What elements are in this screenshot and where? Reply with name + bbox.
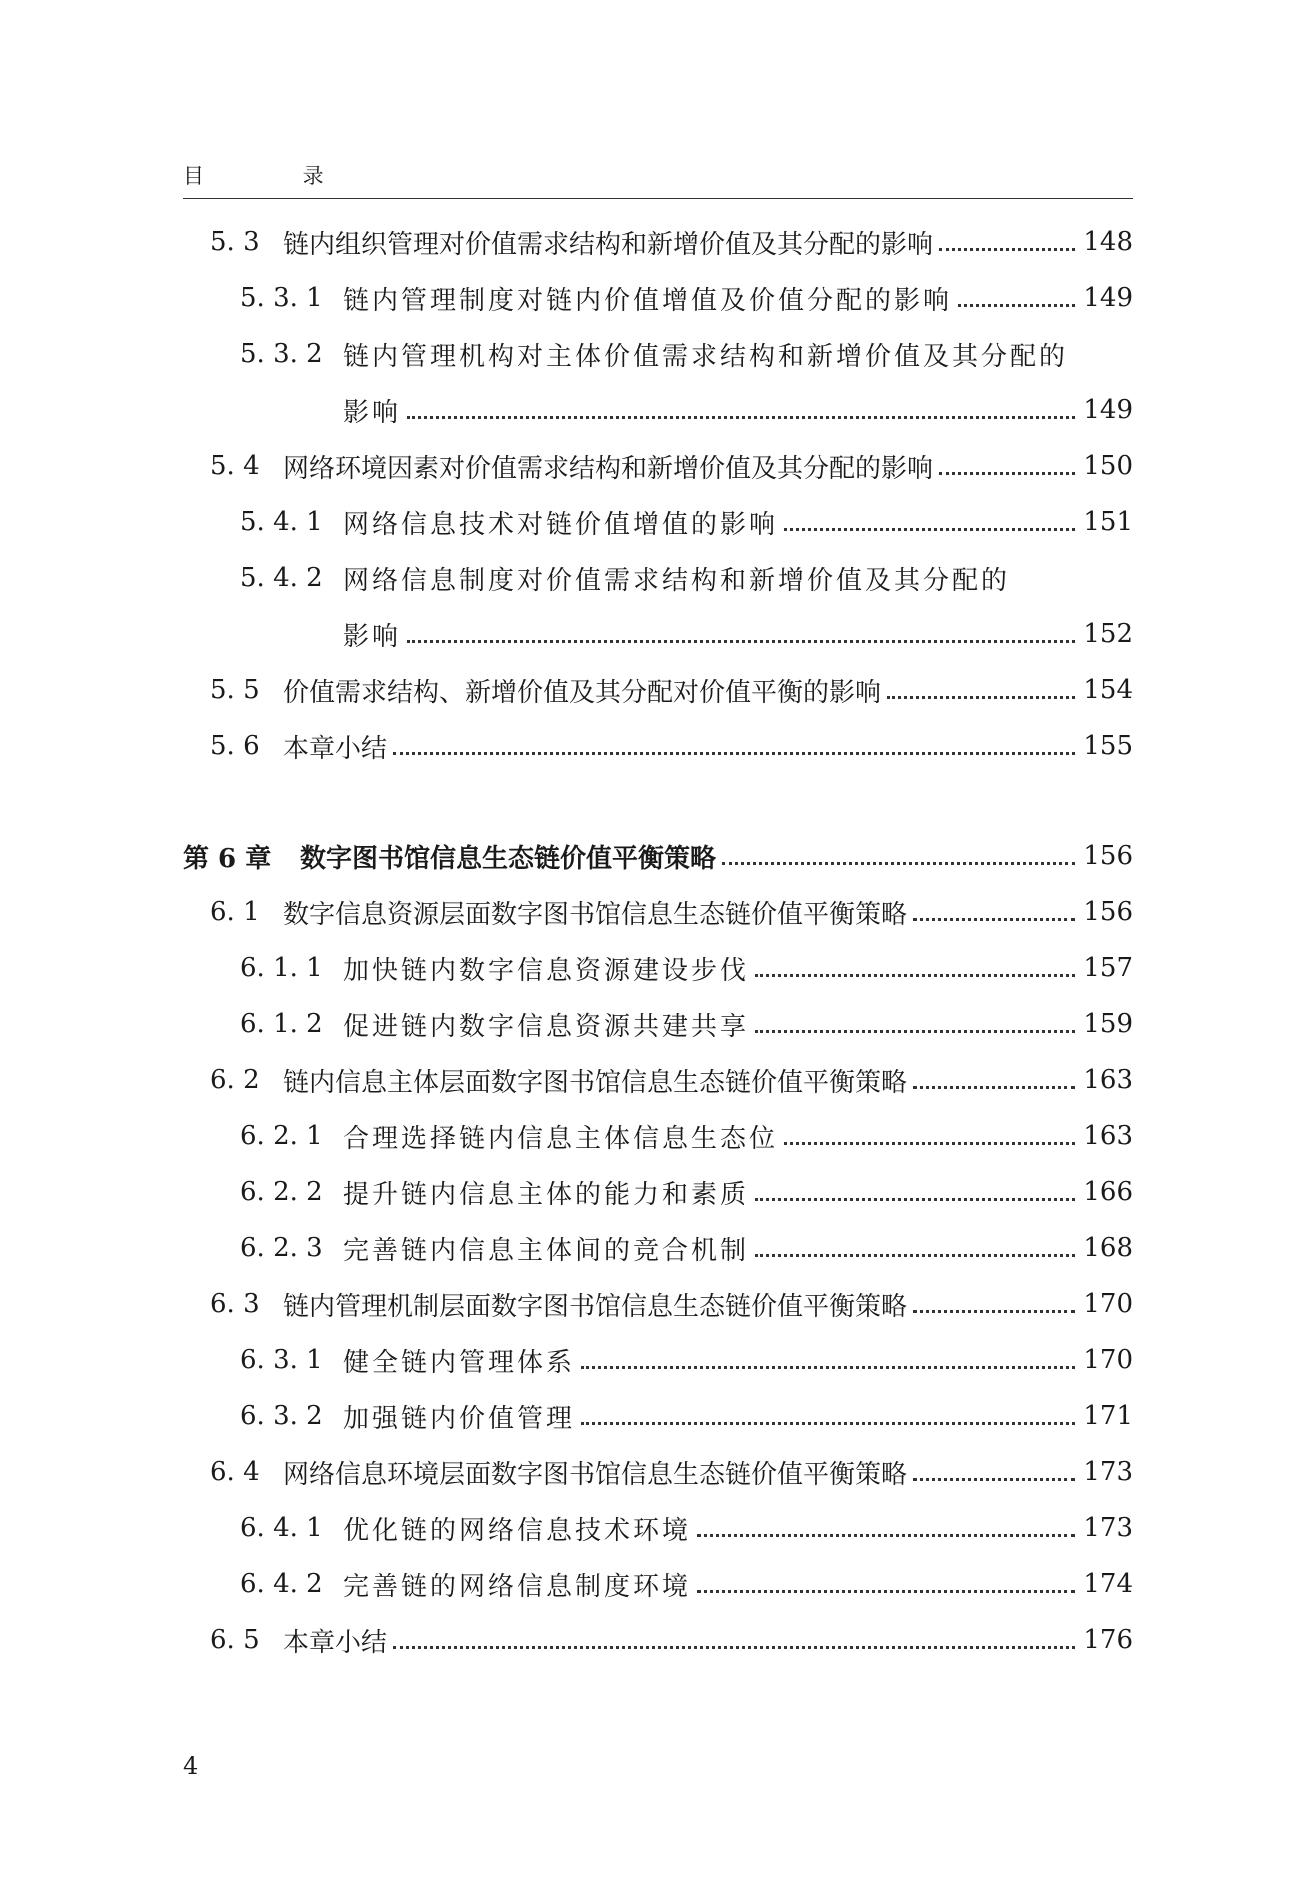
entry-number: 5. 3. 2 [240, 339, 323, 369]
toc-entry[interactable] [0, 1108, 1308, 1164]
chapter-title: 数字图书馆信息生态链价值平衡策略 [300, 843, 717, 874]
entry-page: 168 [1083, 1233, 1133, 1263]
entry-title: 网络信息环境层面数字图书馆信息生态链价值平衡策略 [283, 1459, 908, 1490]
entry-number: 5. 6 [210, 731, 260, 761]
toc-entry[interactable] [0, 1500, 1308, 1556]
entry-title: 完善链内信息主体间的竞合机制 [343, 1235, 750, 1266]
entry-number: 6. 3. 1 [240, 1345, 323, 1375]
entry-page: 154 [1083, 675, 1133, 705]
entry-page: 157 [1083, 953, 1133, 983]
running-header [183, 150, 1133, 199]
entry-title: 数字信息资源层面数字图书馆信息生态链价值平衡策略 [283, 899, 908, 930]
entry-title: 合理选择链内信息主体信息生态位 [343, 1123, 779, 1154]
toc-entry[interactable] [0, 270, 1308, 326]
dot-leader [755, 1198, 1075, 1201]
entry-page: 173 [1083, 1513, 1133, 1543]
dot-leader [697, 1590, 1075, 1593]
entry-title: 链内管理制度对链内价值增值及价值分配的影响 [343, 285, 953, 316]
toc-entry[interactable] [0, 214, 1308, 270]
toc-entry[interactable] [0, 1332, 1308, 1388]
toc-entry[interactable] [0, 1276, 1308, 1332]
entry-page: 176 [1083, 1625, 1133, 1655]
toc-entry[interactable] [0, 1612, 1308, 1668]
toc-chapter-entry[interactable] [0, 828, 1308, 884]
entry-title: 链内信息主体层面数字图书馆信息生态链价值平衡策略 [283, 1067, 908, 1098]
entry-page: 163 [1083, 1121, 1133, 1151]
entry-title: 本章小结 [283, 733, 388, 764]
entry-page: 149 [1083, 395, 1133, 425]
header-title: 目 录 [183, 164, 370, 188]
dot-leader [913, 1310, 1075, 1313]
entry-page: 156 [1083, 897, 1133, 927]
dot-leader [755, 1254, 1075, 1257]
dot-leader [913, 918, 1075, 921]
toc-entry[interactable] [0, 1388, 1308, 1444]
entry-page: 170 [1083, 1345, 1133, 1375]
chapter-number: 第 6 章 [183, 843, 272, 874]
entry-page: 148 [1083, 227, 1133, 257]
dot-leader [755, 1030, 1075, 1033]
entry-title: 优化链的网络信息技术环境 [343, 1515, 692, 1546]
entry-number: 6. 5 [210, 1625, 260, 1655]
entry-number: 6. 3. 2 [240, 1401, 323, 1431]
entry-page: 156 [1083, 841, 1133, 871]
dot-leader [939, 248, 1075, 251]
toc-entry[interactable] [0, 718, 1308, 774]
entry-number: 6. 1. 1 [240, 953, 323, 983]
entry-number: 6. 4 [210, 1457, 260, 1487]
entry-page: 149 [1083, 283, 1133, 313]
entry-page: 174 [1083, 1569, 1133, 1599]
entry-number: 6. 2 [210, 1065, 260, 1095]
entry-page: 155 [1083, 731, 1133, 761]
entry-number: 6. 4. 1 [240, 1513, 323, 1543]
dot-leader [393, 1646, 1075, 1649]
entry-title: 提升链内信息主体的能力和素质 [343, 1179, 750, 1210]
entry-page: 150 [1083, 451, 1133, 481]
entry-number: 6. 3 [210, 1289, 260, 1319]
entry-title: 健全链内管理体系 [343, 1347, 576, 1378]
entry-page: 166 [1083, 1177, 1133, 1207]
dot-leader [407, 416, 1075, 419]
dot-leader [784, 1142, 1075, 1145]
toc-entry[interactable] [0, 438, 1308, 494]
dot-leader [958, 304, 1075, 307]
entry-title: 加快链内数字信息资源建设步伐 [343, 955, 750, 986]
toc-entry[interactable] [0, 1556, 1308, 1612]
entry-title: 网络环境因素对价值需求结构和新增价值及其分配的影响 [283, 453, 934, 484]
toc-entry[interactable] [0, 550, 1308, 606]
dot-leader [939, 472, 1075, 475]
toc-entry[interactable] [0, 940, 1308, 996]
entry-number: 5. 3 [210, 227, 260, 257]
entry-page: 159 [1083, 1009, 1133, 1039]
entry-number: 6. 2. 2 [240, 1177, 323, 1207]
dot-leader [697, 1534, 1075, 1537]
dot-leader [913, 1086, 1075, 1089]
toc-entry[interactable] [0, 1164, 1308, 1220]
entry-title: 链内管理机构对主体价值需求结构和新增价值及其分配的 [343, 341, 1069, 372]
entry-number: 6. 2. 3 [240, 1233, 323, 1263]
entry-title: 促进链内数字信息资源共建共享 [343, 1011, 750, 1042]
toc-entry[interactable] [0, 996, 1308, 1052]
dot-leader [722, 862, 1075, 865]
entry-title: 影响 [343, 621, 402, 652]
entry-title: 完善链的网络信息制度环境 [343, 1571, 692, 1602]
entry-number: 6. 4. 2 [240, 1569, 323, 1599]
entry-number: 5. 3. 1 [240, 283, 323, 313]
entry-page: 152 [1083, 619, 1133, 649]
toc-entry-continuation[interactable] [0, 606, 1308, 662]
entry-number: 6. 1 [210, 897, 260, 927]
entry-title: 本章小结 [283, 1627, 388, 1658]
toc-entry[interactable] [0, 884, 1308, 940]
entry-number: 5. 4 [210, 451, 260, 481]
entry-title: 链内管理机制层面数字图书馆信息生态链价值平衡策略 [283, 1291, 908, 1322]
dot-leader [407, 640, 1075, 643]
toc-entry[interactable] [0, 494, 1308, 550]
page-number: 4 [183, 1752, 199, 1780]
dot-leader [581, 1366, 1075, 1369]
entry-title: 加强链内价值管理 [343, 1403, 576, 1434]
toc-entry[interactable] [0, 662, 1308, 718]
entry-number: 5. 5 [210, 675, 260, 705]
toc-entry[interactable] [0, 1220, 1308, 1276]
dot-leader [755, 974, 1075, 977]
dot-leader [581, 1422, 1075, 1425]
entry-title: 网络信息制度对价值需求结构和新增价值及其分配的 [343, 565, 1011, 596]
entry-number: 5. 4. 1 [240, 507, 323, 537]
toc-entry[interactable] [0, 1052, 1308, 1108]
dot-leader [887, 696, 1075, 699]
toc-entry-continuation[interactable] [0, 382, 1308, 438]
entry-number: 6. 2. 1 [240, 1121, 323, 1151]
entry-title: 网络信息技术对链价值增值的影响 [343, 509, 779, 540]
dot-leader [393, 752, 1075, 755]
entry-page: 170 [1083, 1289, 1133, 1319]
dot-leader [913, 1478, 1075, 1481]
toc-entry[interactable] [0, 326, 1308, 382]
entry-number: 6. 1. 2 [240, 1009, 323, 1039]
entry-number: 5. 4. 2 [240, 563, 323, 593]
entry-page: 171 [1083, 1401, 1133, 1431]
entry-page: 163 [1083, 1065, 1133, 1095]
entry-title: 链内组织管理对价值需求结构和新增价值及其分配的影响 [283, 229, 934, 260]
dot-leader [784, 528, 1075, 531]
entry-page: 151 [1083, 507, 1133, 537]
entry-page: 173 [1083, 1457, 1133, 1487]
entry-title: 影响 [343, 397, 402, 428]
entry-title: 价值需求结构、新增价值及其分配对价值平衡的影响 [283, 677, 882, 708]
toc-entry[interactable] [0, 1444, 1308, 1500]
